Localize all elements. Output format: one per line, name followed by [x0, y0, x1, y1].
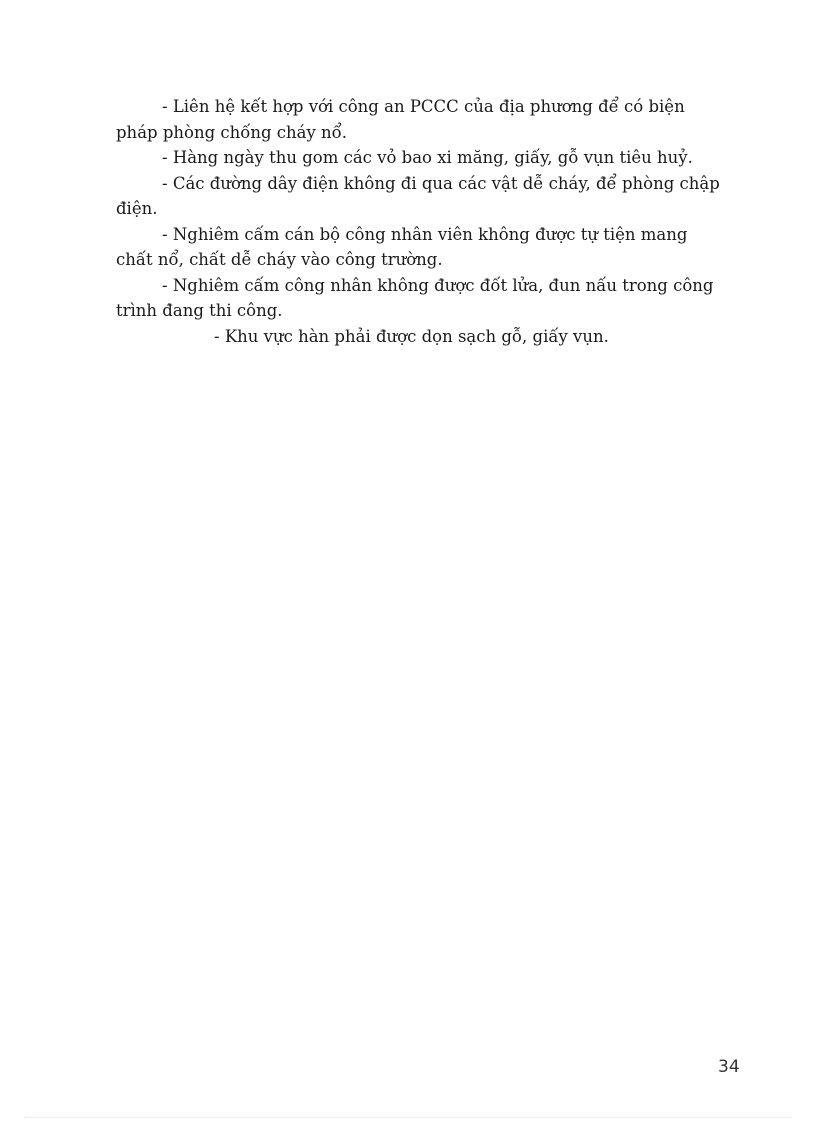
paragraph-fire-police-liaison: - Liên hệ kết hợp với công an PCCC của địa phương để có biện pháp phòng chống cháy nổ.: [116, 97, 685, 142]
page-number: 34: [718, 1057, 740, 1077]
paragraph-open-fire-ban: - Nghiêm cấm công nhân không được đốt lửa, đun nấu trong công trình đang thi công.: [116, 275, 714, 320]
document-body: [116, 94, 726, 349]
paragraph-waste-collection: - Hàng ngày thu gom các vỏ bao xi măng, giấy, gỗ vụn tiêu huỷ.: [162, 148, 693, 167]
paragraph-electrical-wiring: - Các đường dây điện không đi qua các vật dễ cháy, để phòng chập điện.: [116, 173, 720, 218]
paragraph-welding-area: - Khu vực hàn phải được dọn sạch gỗ, giấy vụn.: [214, 326, 609, 346]
paragraph-explosives-ban: - Nghiêm cấm cán bộ công nhân viên không được tự tiện mang chất nổ, chất dễ cháy vào công trường.: [116, 224, 688, 269]
page-bottom-divider: [24, 1117, 792, 1118]
